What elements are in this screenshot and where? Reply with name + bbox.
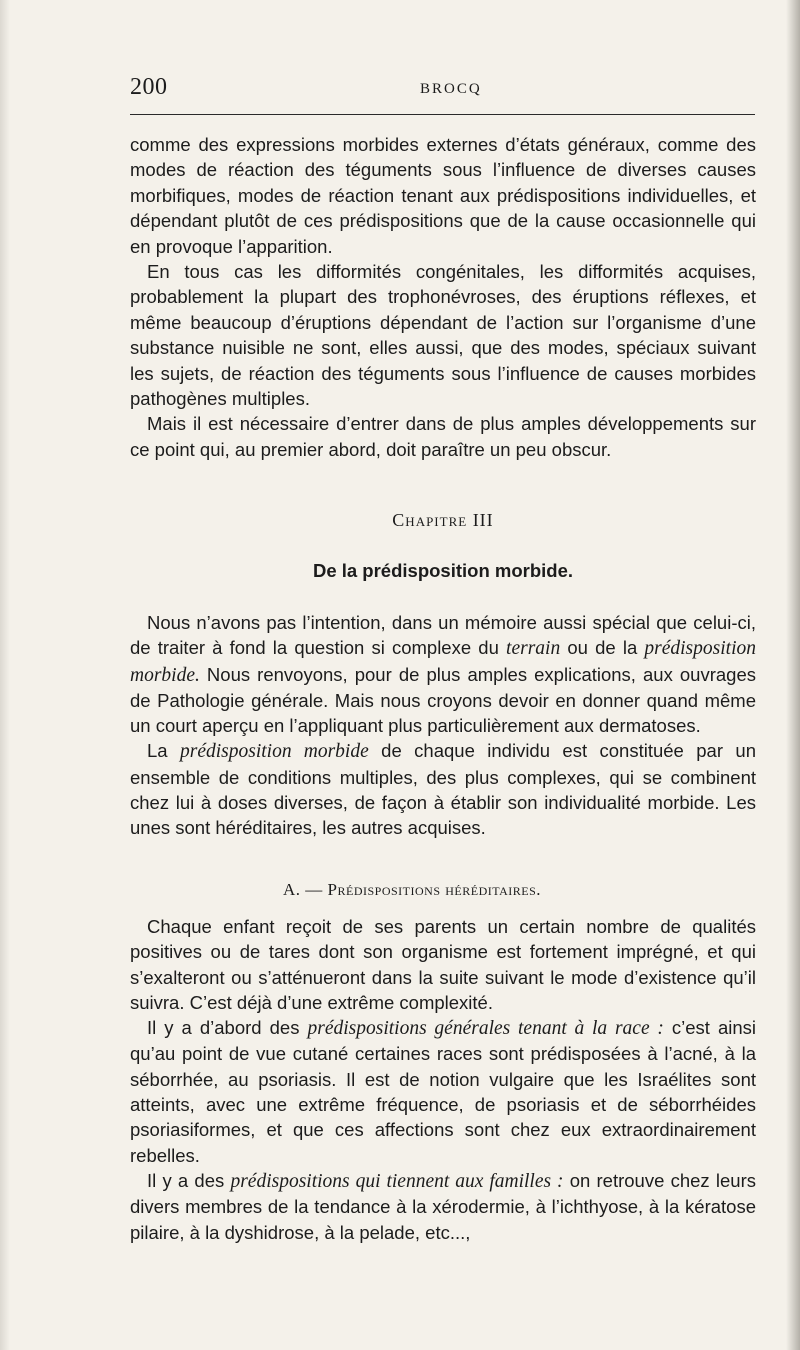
paragraph: Nous n’avons pas l’intention, dans un mémoire aussi spécial que celui-ci, de traiter à fond la question si complexe du terrain ou de la prédisposition morbide. Nous renvoyons, pour de plus amples explications, aux ouvrages de Pathologie générale. Mais nous croyons devoir en donner quand même un court aperçu en l’appliquant plus particulièrement aux dermatoses. bbox=[130, 612, 756, 737]
section2-text bbox=[130, 914, 756, 1245]
running-head bbox=[130, 74, 755, 104]
paragraph: Il y a des prédispositions qui tiennent aux familles : on retrouve chez leurs divers membres de la tendance à la xérodermie, à l’ichthyose, à la kératose pilaire, à la dyshidrose, à la pelade, etc..., bbox=[130, 1169, 756, 1243]
paragraph: La prédisposition morbide de chaque individu est constituée par un ensemble de conditions multiples, des plus complexes, qui se combinent chez lui à doses diverses, de façon à établir son individualité morbide. Les unes sont héréditaires, les autres acquises. bbox=[130, 740, 756, 839]
paragraph: Chaque enfant reçoit de ses parents un certain nombre de qualités positives ou de tares dont son organisme est fortement imprégné, et qui s’exalteront ou s’atténueront dans la suite suivant le mode d’existence qu’il suivra. C’est déjà d’une extrême complexité. bbox=[130, 916, 756, 1013]
section-heading: A. — Prédispositions héréditaires. bbox=[283, 880, 542, 899]
page-gutter-shadow bbox=[0, 0, 10, 1350]
paragraph: Il y a d’abord des prédispositions générales tenant à la race : c’est ainsi qu’au point de vue cutané certaines races sont prédisposées à l’acné, à la séborrhée, au psoriasis. Il est de notion vulgaire que les Israélites sont atteints, avec une extrême fréquence, de psoriasis et de séborrhéides psoriasiformes, et que ces affections sont chez eux extraordinairement rebelles. bbox=[130, 1017, 757, 1166]
intro-text bbox=[130, 132, 756, 462]
running-title: BROCQ bbox=[420, 81, 482, 97]
page-edge-shadow bbox=[786, 0, 800, 1350]
chapter-label: Chapitre III bbox=[392, 510, 494, 530]
paragraph: Mais il est nécessaire d’entrer dans de plus amples développements sur ce point qui, au premier abord, doit paraître un peu obscur. bbox=[130, 413, 756, 460]
paragraph: En tous cas les difformités congénitales, les difformités acquises, probablement la plupart des trophonévroses, des éruptions réflexes, et même beaucoup d’éruptions dépendant de l’action sur l’organisme d’une substance nuisible ne sont, elles aussi, que des modes, spéciaux suivant les sujets, de réaction des téguments sous l’influence de causes morbides pathogènes multiples. bbox=[130, 261, 756, 410]
page-number: 200 bbox=[130, 74, 168, 100]
section1-text bbox=[130, 610, 756, 841]
chapter-title: De la prédisposition morbide. bbox=[312, 560, 574, 581]
paragraph: comme des expressions morbides externes d’états généraux, comme des modes de réaction des téguments sous l’influence de diverses causes morbifiques, modes de réaction tenant aux prédispositions individuelles, et dépendant plutôt de ces prédispositions que de la cause occasionnelle qui en provoque l’apparition. bbox=[130, 134, 756, 257]
header-rule bbox=[130, 114, 755, 115]
